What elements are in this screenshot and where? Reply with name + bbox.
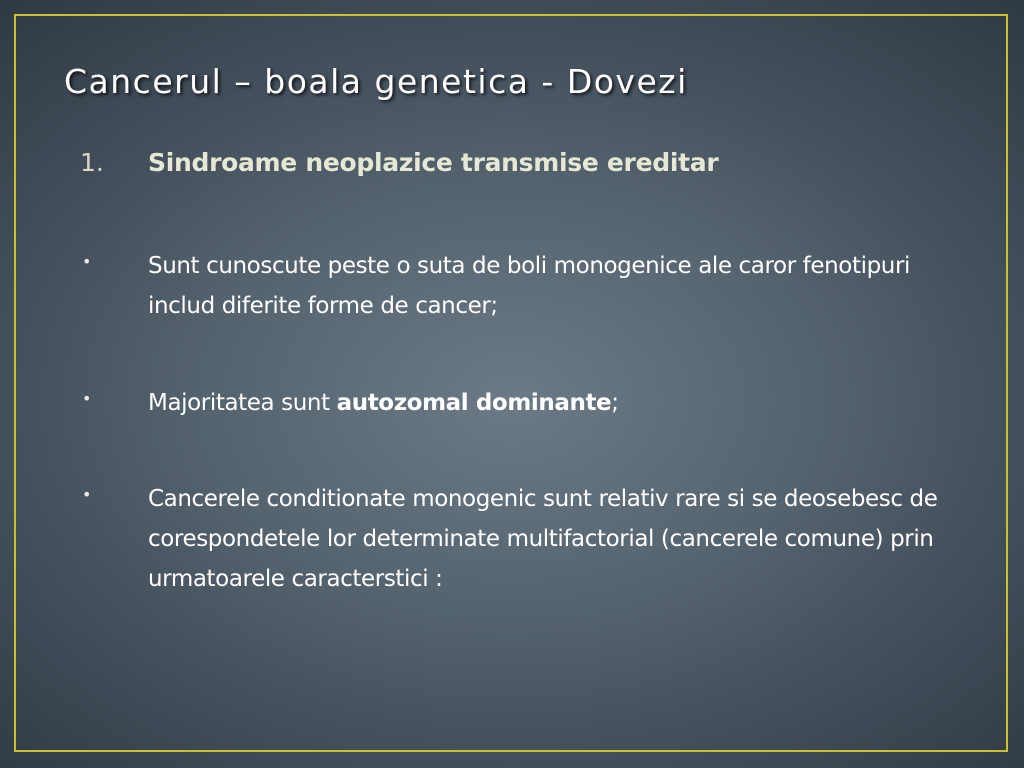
bullet-item — [70, 383, 970, 423]
bullet-item — [70, 246, 970, 326]
bullet-icon: • — [82, 389, 92, 408]
bullet-text: Sunt cunoscute peste o suta de boli monogenice ale caror fenotipuri includ diferite forme de cancer; — [148, 253, 910, 319]
slide-content — [70, 148, 970, 599]
bullet-item — [70, 479, 970, 599]
bullet-text: Cancerele conditionate monogenic sunt relativ rare si se deosebesc de corespondetele lor determinate multifactorial (cancerele comune) prin urmatoarele caracterstici : — [148, 486, 938, 592]
bullet-text-plain: Majoritatea sunt — [148, 390, 337, 416]
bullet-text — [148, 383, 968, 423]
slide-title: Cancerul – boala genetica - Dovezi — [64, 62, 688, 101]
list-number: 1. — [80, 148, 104, 177]
bullet-icon: • — [82, 485, 92, 504]
bullet-icon: • — [82, 252, 92, 271]
numbered-item — [70, 148, 970, 188]
bullet-text-bold: autozomal dominante — [336, 390, 612, 416]
bullet-text-end: ; — [611, 390, 619, 416]
section-heading: Sindroame neoplazice transmise ereditar — [148, 148, 719, 177]
